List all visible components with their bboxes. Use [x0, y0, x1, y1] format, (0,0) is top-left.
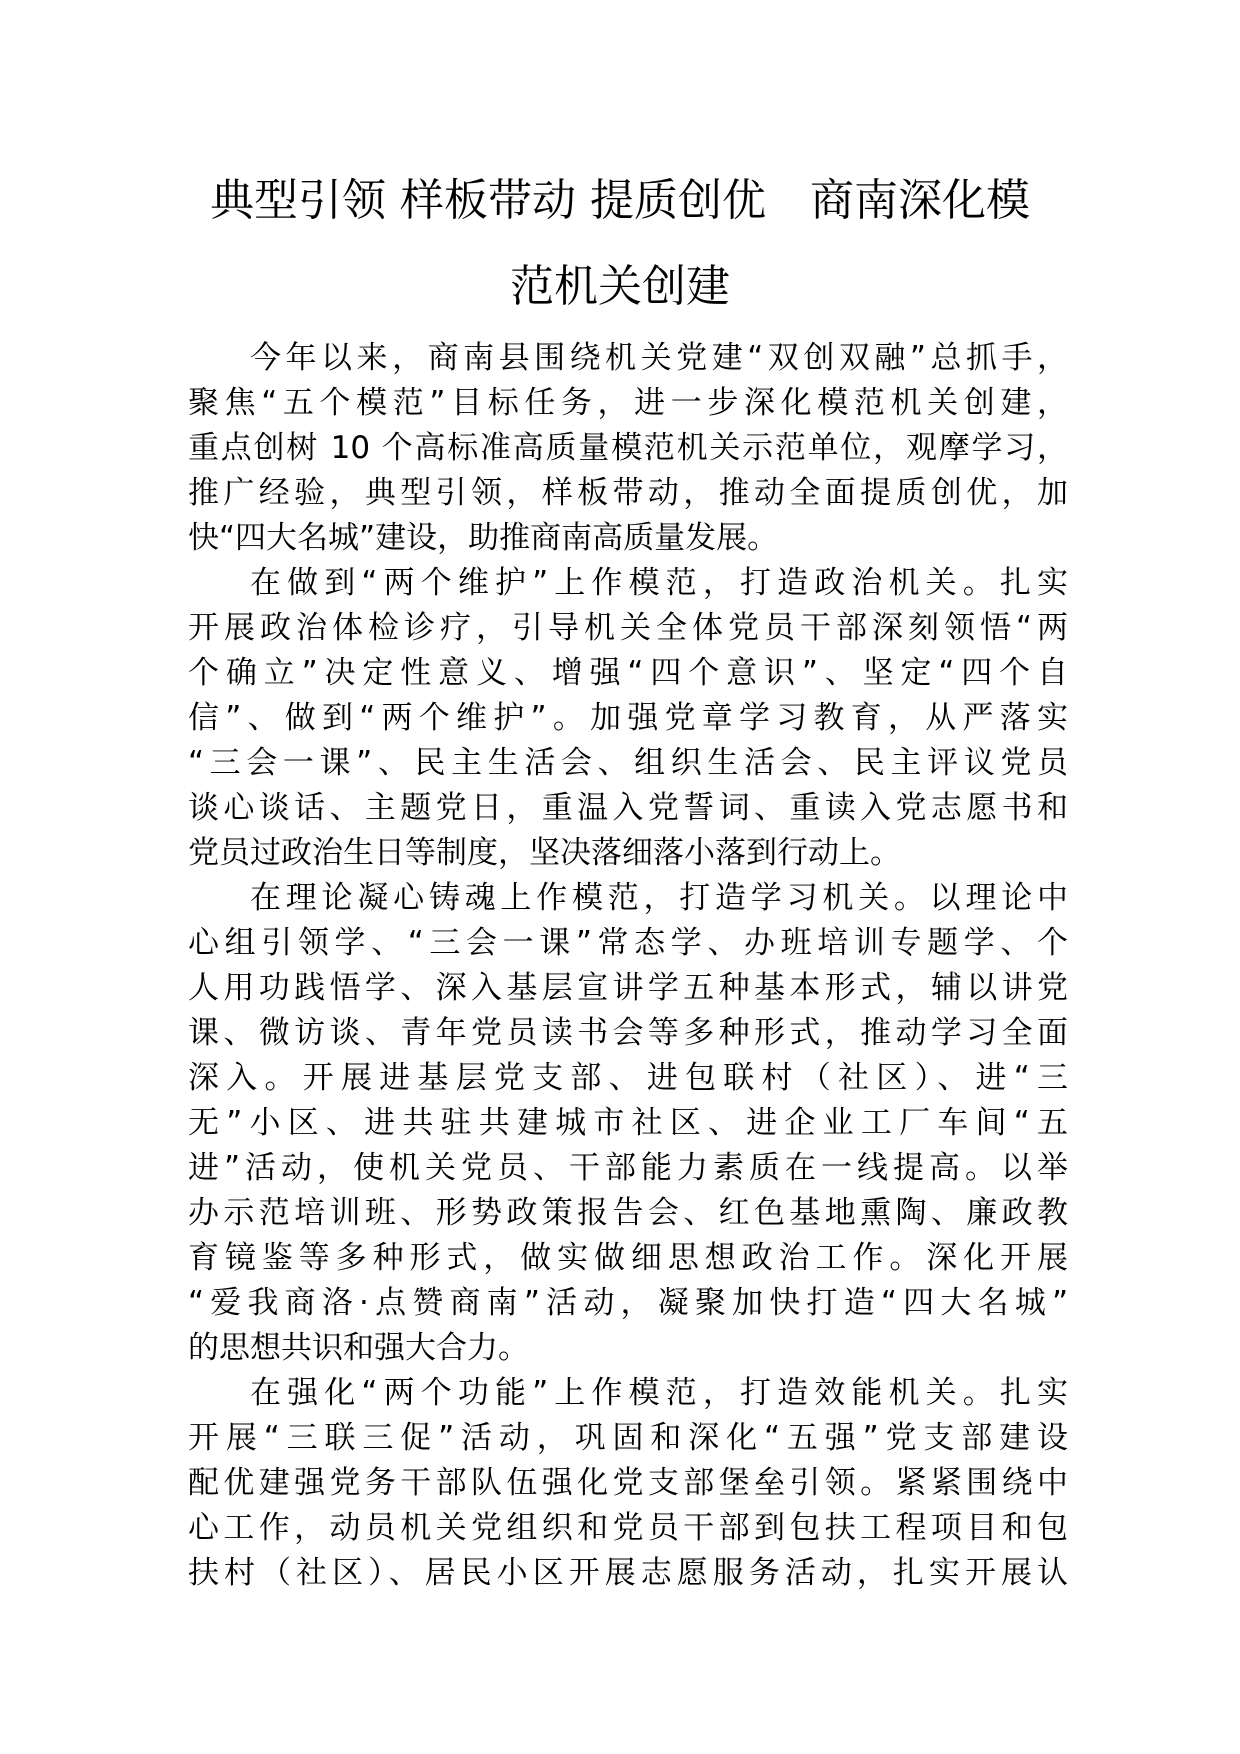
paragraph-2-line-6: 谈心谈话、主题党日，重温入党誓词、重读入党志愿书和	[188, 790, 1068, 826]
paragraph-4-line-5: 扶村（社区）、居民小区开展志愿服务活动，扎实开展认	[188, 1555, 1068, 1591]
paragraph-2-line-1: 在做到“两个维护”上作模范，打造政治机关。扎实	[250, 565, 1068, 601]
paragraph-3-line-10: “爱我商洛·点赞商南”活动，凝聚加快打造“四大名城”	[188, 1285, 1068, 1321]
paragraph-3-line-8: 办示范培训班、形势政策报告会、红色基地熏陶、廉政教	[188, 1195, 1068, 1231]
paragraph-3-line-4: 课、微访谈、青年党员读书会等多种形式，推动学习全面	[188, 1015, 1068, 1051]
paragraph-4-line-1: 在强化“两个功能”上作模范，打造效能机关。扎实	[250, 1375, 1068, 1411]
paragraph-1-line-3: 重点创树 10 个高标准高质量模范机关示范单位，观摩学习，	[188, 430, 1068, 466]
paragraph-3-line-2: 心组引领学、“三会一课”常态学、办班培训专题学、个	[188, 925, 1068, 961]
paragraph-4-line-2: 开展“三联三促”活动，巩固和深化“五强”党支部建设	[188, 1420, 1068, 1456]
paragraph-2-line-4: 信”、做到“两个维护”。加强党章学习教育，从严落实	[188, 700, 1068, 736]
paragraph-2-line-3: 个确立”决定性意义、增强“四个意识”、坚定“四个自	[188, 655, 1068, 691]
paragraph-2-line-7: 党员过政治生日等制度，坚决落细落小落到行动上。	[188, 835, 901, 871]
paragraph-1-line-2: 聚焦“五个模范”目标任务，进一步深化模范机关创建，	[188, 385, 1068, 421]
paragraph-1-line-5: 快“四大名城”建设，助推商南高质量发展。	[188, 520, 779, 556]
paragraph-3-line-1: 在理论凝心铸魂上作模范，打造学习机关。以理论中	[250, 880, 1068, 916]
paragraph-3-line-5: 深入。开展进基层党支部、进包联村（社区）、进“三	[188, 1060, 1068, 1096]
paragraph-3-line-11: 的思想共识和强大合力。	[188, 1330, 529, 1366]
paragraph-3-line-9: 育镜鉴等多种形式，做实做细思想政治工作。深化开展	[188, 1240, 1068, 1276]
paragraph-1-line-4: 推广经验，典型引领，样板带动，推动全面提质创优，加	[188, 475, 1068, 511]
paragraph-3-line-6: 无”小区、进共驻共建城市社区、进企业工厂车间“五	[188, 1105, 1068, 1141]
paragraph-2-line-5: “三会一课”、民主生活会、组织生活会、民主评议党员	[188, 745, 1068, 781]
document-title-line-1: 典型引领 样板带动 提质创优 商南深化模	[210, 175, 1030, 226]
paragraph-3-line-7: 进”活动，使机关党员、干部能力素质在一线提高。以举	[188, 1150, 1068, 1186]
paragraph-4-line-3: 配优建强党务干部队伍强化党支部堡垒引领。紧紧围绕中	[188, 1465, 1068, 1501]
paragraph-1-line-1: 今年以来，商南县围绕机关党建“双创双融”总抓手，	[250, 340, 1068, 376]
paragraph-2-line-2: 开展政治体检诊疗，引导机关全体党员干部深刻领悟“两	[188, 610, 1068, 646]
paragraph-3-line-3: 人用功践悟学、深入基层宣讲学五种基本形式，辅以讲党	[188, 970, 1068, 1006]
document-title-line-2: 范机关创建	[510, 261, 730, 312]
paragraph-4-line-4: 心工作，动员机关党组织和党员干部到包扶工程项目和包	[188, 1510, 1068, 1546]
